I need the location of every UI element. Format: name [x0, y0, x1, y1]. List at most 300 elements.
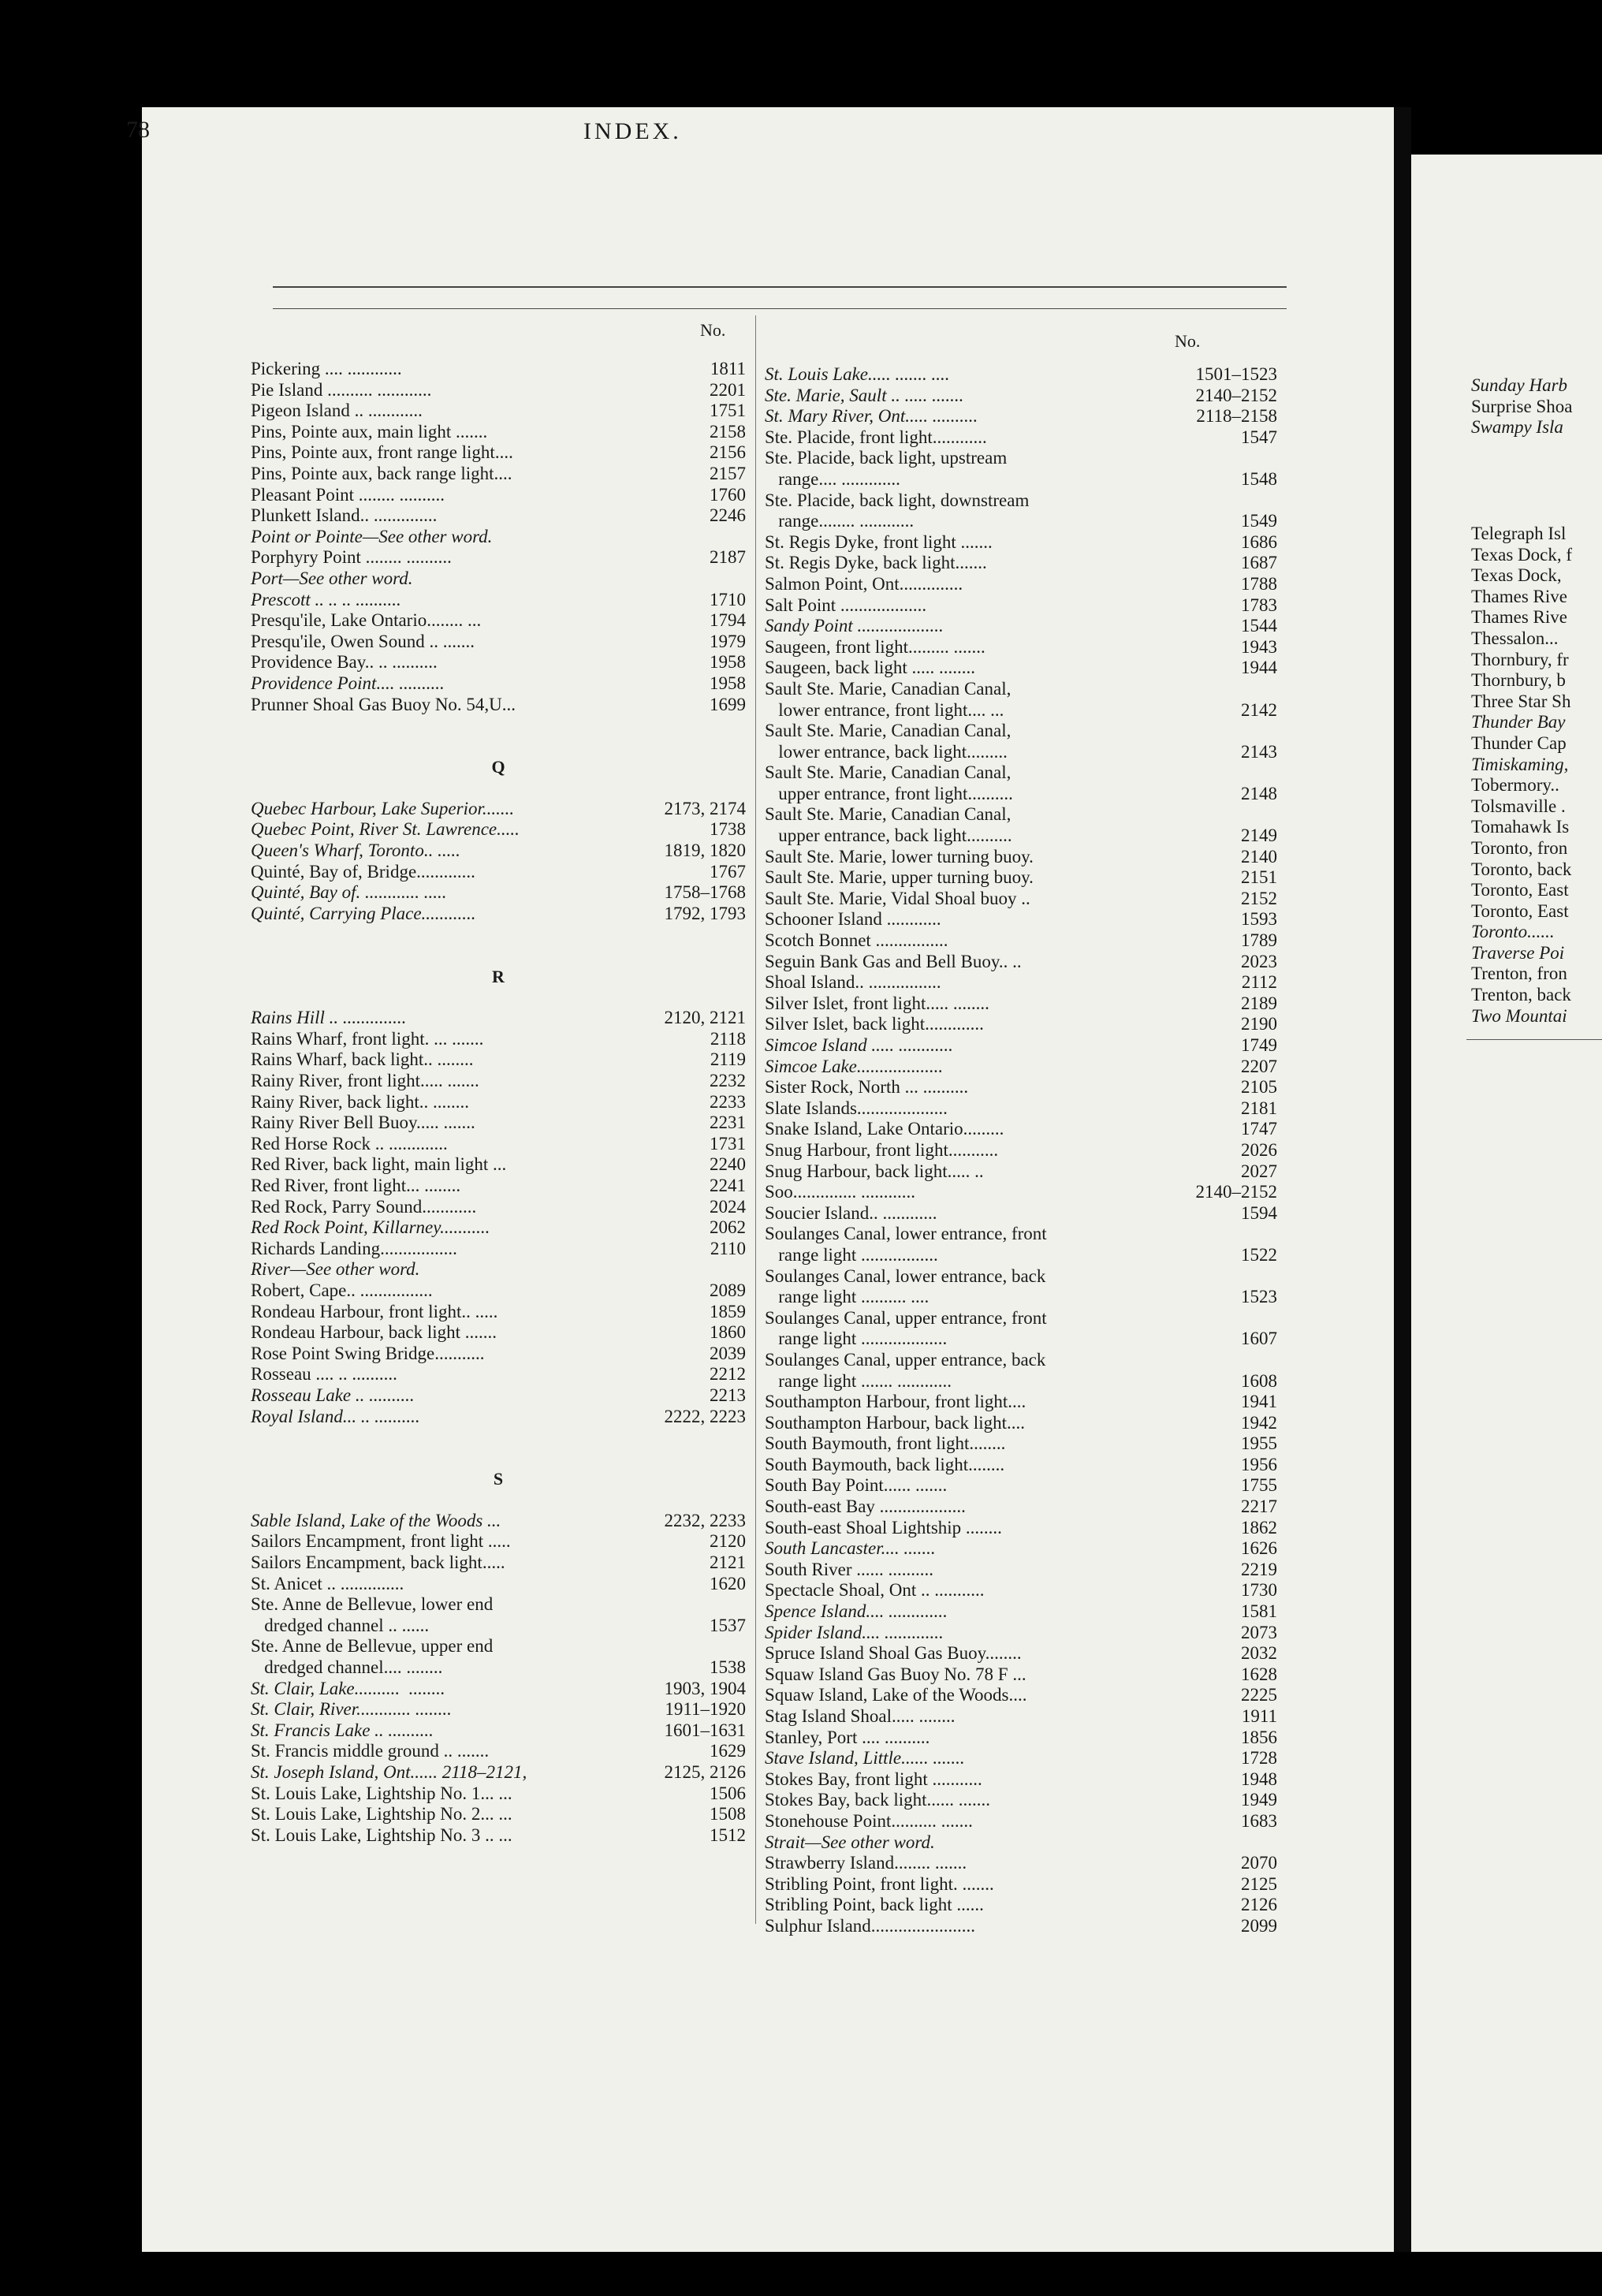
entry-name: range light .......... ....: [765, 1287, 930, 1307]
index-entry: [765, 364, 1277, 386]
index-entry: [251, 1657, 746, 1679]
index-entry: [765, 1916, 1277, 1937]
index-entry: [765, 742, 1277, 763]
entry-name: Soo.............. ............: [765, 1182, 916, 1202]
entry-name: Southampton Harbour, front light....: [765, 1392, 1026, 1412]
entry-number: 2240: [710, 1154, 746, 1175]
index-entry: [765, 386, 1277, 407]
entry-name: Scotch Bonnet ................: [765, 930, 948, 951]
entry-name: Pins, Pointe aux, front range light....: [251, 442, 513, 463]
entry-number: 1548: [1241, 468, 1277, 489]
entry-name: Quebec Harbour, Lake Superior.......: [251, 798, 515, 818]
index-entry: [765, 804, 1277, 826]
facing-page-entry: Toronto......: [1471, 922, 1555, 942]
index-entry: [251, 547, 746, 568]
index-entry: [765, 1245, 1277, 1266]
entry-name: Ste. Anne de Bellevue, lower end: [251, 1594, 494, 1615]
index-entry: [251, 1113, 746, 1134]
index-entry: [765, 1643, 1277, 1664]
index-entry: [765, 1308, 1277, 1329]
entry-number: 2232: [710, 1071, 746, 1090]
index-entry: [251, 1720, 746, 1742]
index-entry: [765, 1623, 1277, 1644]
entry-name: Silver Islet, front light..... ........: [765, 993, 989, 1013]
index-entry: [765, 1433, 1277, 1455]
facing-page-entry: Thames Rive: [1471, 607, 1567, 628]
index-entry: [251, 862, 746, 883]
index-entry: [251, 1552, 746, 1574]
index-entry: [251, 590, 746, 611]
index-entry: [251, 632, 746, 653]
entry-number: 1944: [1241, 658, 1277, 678]
index-entry: [251, 1176, 746, 1197]
facing-page-entry: Thessalon...: [1471, 628, 1559, 648]
entry-number: 1755: [1241, 1475, 1277, 1496]
index-entry: [765, 406, 1277, 427]
entry-number: 2023: [1241, 951, 1277, 971]
entry-name: Point or Pointe—See other word.: [251, 526, 493, 546]
entry-number: 2173, 2174: [664, 798, 746, 818]
facing-page-entry: Tolsmaville .: [1471, 796, 1566, 816]
entry-name: Simcoe Island ..... ............: [765, 1035, 953, 1055]
facing-page-entry: Toronto, fron: [1471, 837, 1568, 858]
facing-page-entry: Texas Dock,: [1471, 565, 1562, 586]
entry-number: 2152: [1241, 888, 1277, 908]
entry-name: Red River, front light... ........: [251, 1175, 461, 1195]
entry-name: St. Mary River, Ont..... ..........: [765, 406, 978, 427]
entry-name: South Lancaster.... .......: [765, 1538, 936, 1559]
entry-number: 1628: [1241, 1664, 1277, 1684]
entry-number: 2219: [1241, 1559, 1277, 1579]
index-entry: [765, 637, 1277, 658]
entry-name: St. Louis Lake, Lightship No. 2... ...: [251, 1804, 512, 1824]
entry-name: dredged channel .. ......: [251, 1615, 430, 1635]
index-entry: [765, 1119, 1277, 1140]
entry-name: Salmon Point, Ont..............: [765, 573, 963, 594]
entry-number: 1859: [710, 1301, 746, 1321]
entry-number: 2156: [710, 442, 746, 463]
entry-number: 1792, 1793: [664, 903, 746, 923]
index-entry: [765, 1057, 1277, 1078]
entry-number: 1760: [710, 484, 746, 505]
entry-number: 1955: [1241, 1433, 1277, 1454]
entry-number: 1749: [1241, 1035, 1277, 1055]
index-entry: [251, 904, 746, 925]
index-entry: [251, 1825, 746, 1847]
entry-name: Soulanges Canal, lower entrance, back: [765, 1265, 1046, 1286]
entry-number: 1687: [1241, 553, 1277, 573]
entry-name: St. Regis Dyke, back light.......: [765, 553, 987, 573]
entry-number: 2119: [710, 1049, 746, 1070]
entry-name: Sandy Point ...................: [765, 616, 944, 636]
index-entry: [251, 1344, 746, 1365]
entry-number: 1549: [1241, 511, 1277, 531]
entry-number: 1949: [1241, 1790, 1277, 1810]
entry-name: Ste. Marie, Sault .. ..... .......: [765, 385, 964, 405]
entry-name: Ste. Placide, back light, upstream: [765, 448, 1008, 468]
entry-name: Ste. Anne de Bellevue, upper end: [251, 1636, 494, 1657]
entry-number: 2189: [1241, 993, 1277, 1013]
index-entry: [765, 1832, 1277, 1854]
entry-number: 1794: [710, 610, 746, 631]
index-entry: [765, 1035, 1277, 1057]
index-entry: [251, 1280, 746, 1302]
entry-name: Quinté, Bay of, Bridge.............: [251, 861, 475, 882]
entry-name: Spectacle Shoal, Ont .. ...........: [765, 1580, 985, 1601]
index-entry: [765, 448, 1277, 469]
entry-name: St. Louis Lake, Lightship No. 1... ...: [251, 1783, 512, 1803]
index-entry: [765, 1350, 1277, 1371]
entry-number: 1626: [1241, 1538, 1277, 1559]
entry-name: Sault Ste. Marie, Vidal Shoal buoy ..: [765, 888, 1030, 908]
entry-name: Sault Ste. Marie, lower turning buoy.: [765, 846, 1034, 867]
index-entry: [765, 952, 1277, 973]
entry-name: Seguin Bank Gas and Bell Buoy.. ..: [765, 951, 1022, 971]
index-entry: [765, 1748, 1277, 1769]
entry-number: 2213: [710, 1385, 746, 1405]
facing-page-entry: Three Star Sh: [1471, 691, 1571, 711]
entry-number: 1911: [1241, 1706, 1277, 1726]
index-entry: [251, 1804, 746, 1825]
entry-number: 2105: [1241, 1077, 1277, 1098]
index-entry: [251, 1616, 746, 1637]
index-entry: [251, 527, 746, 548]
entry-name: Rosseau .... .. ..........: [251, 1364, 397, 1385]
index-entry: [765, 762, 1277, 784]
entry-number: 2201: [710, 379, 746, 400]
entry-number: 2232, 2233: [664, 1510, 746, 1530]
entry-number: 1683: [1241, 1810, 1277, 1831]
index-entry: [765, 721, 1277, 742]
entry-name: Pins, Pointe aux, main light .......: [251, 421, 488, 442]
section-gap: [251, 924, 746, 966]
index-entry: [251, 1302, 746, 1323]
column-divider: [755, 315, 756, 1924]
index-entry: [765, 1895, 1277, 1916]
entry-number: 1506: [710, 1783, 746, 1803]
entry-name: Southampton Harbour, back light....: [765, 1412, 1025, 1433]
entry-name: Providence Bay.. .. ..........: [251, 652, 438, 673]
entry-number: 2118: [710, 1028, 746, 1049]
entry-name: Red Rock, Parry Sound............: [251, 1196, 477, 1217]
facing-page-list: [1471, 524, 1572, 1027]
entry-number: 2233: [710, 1091, 746, 1112]
entry-number: 1941: [1241, 1392, 1277, 1412]
index-entry: [765, 826, 1277, 847]
index-entry: [251, 1699, 746, 1720]
entry-name: St. Joseph Island, Ont...... 2118–2121,: [251, 1762, 527, 1782]
section-letter: R: [492, 966, 505, 986]
left-index-column: [251, 359, 746, 1846]
entry-name: St. Clair, Lake.......... ........: [251, 1678, 445, 1698]
entry-name: Sable Island, Lake of the Woods ...: [251, 1510, 501, 1530]
facing-page-entry: Thames Rive: [1471, 586, 1567, 606]
index-entry: [251, 1322, 746, 1344]
entry-number: 2140–2152: [1195, 385, 1277, 405]
index-entry: [765, 1475, 1277, 1496]
index-entry: [765, 1538, 1277, 1560]
entry-name: Stag Island Shoal..... ........: [765, 1706, 956, 1726]
section-letter: S: [493, 1469, 504, 1489]
entry-name: Richards Landing.................: [251, 1238, 457, 1258]
entry-name: Sault Ste. Marie, Canadian Canal,: [765, 762, 1011, 783]
index-entry: [251, 1784, 746, 1805]
index-entry: [251, 464, 746, 485]
entry-name: Sailors Encampment, back light.....: [251, 1552, 505, 1573]
entry-name: Slate Islands....................: [765, 1098, 948, 1118]
index-entry: [251, 819, 746, 840]
index-entry: [251, 1679, 746, 1700]
entry-name: Schooner Island ............: [765, 909, 941, 930]
entry-number: 2027: [1241, 1161, 1277, 1181]
header-rule-top: [273, 286, 1287, 288]
facing-page-entry: Swampy Isla: [1471, 417, 1563, 438]
entry-name: Prescott .. .. .. ..........: [251, 589, 401, 609]
entry-name: Rosseau Lake .. ..........: [251, 1385, 415, 1405]
entry-number: 1601–1631: [664, 1720, 746, 1740]
index-entry: [765, 1790, 1277, 1811]
index-entry: [765, 490, 1277, 512]
entry-name: Pleasant Point ........ ..........: [251, 484, 445, 505]
entry-number: 1958: [710, 652, 746, 673]
index-entry: [251, 882, 746, 904]
entry-name: Rainy River, front light..... .......: [251, 1071, 479, 1090]
entry-number: 1738: [710, 819, 746, 840]
entry-name: Stokes Bay, back light...... .......: [765, 1790, 990, 1810]
entry-number: 1547: [1241, 427, 1277, 447]
entry-name: Salt Point ...................: [765, 594, 927, 615]
entry-number: 1607: [1241, 1329, 1277, 1349]
entry-number: 2110: [710, 1238, 746, 1258]
entry-number: 1523: [1241, 1287, 1277, 1307]
index-entry: [765, 784, 1277, 805]
entry-name: Presqu'ile, Lake Ontario........ ...: [251, 610, 482, 631]
entry-name: Pie Island .......... ............: [251, 379, 432, 400]
entry-name: St. Francis Lake .. ..........: [251, 1720, 434, 1740]
entry-name: Sailors Encampment, front light .....: [251, 1531, 511, 1552]
entry-number: 1758–1768: [664, 882, 746, 903]
entry-number: 2187: [710, 547, 746, 568]
entry-name: South Baymouth, back light........: [765, 1454, 1005, 1474]
index-entry: [765, 1077, 1277, 1098]
index-entry: [765, 595, 1277, 617]
section-gap: [251, 1489, 746, 1511]
entry-name: St. Clair, River............ ........: [251, 1699, 452, 1720]
entry-number: 2073: [1241, 1622, 1277, 1642]
entry-name: Shoal Island.. ................: [765, 972, 941, 993]
index-entry: [251, 1008, 746, 1029]
entry-name: Quinté, Carrying Place............: [251, 903, 476, 923]
entry-name: Ste. Placide, back light, downstream: [765, 490, 1030, 510]
facing-page-entry: Trenton, fron: [1471, 964, 1567, 984]
index-entry: [765, 511, 1277, 532]
entry-name: Rains Wharf, front light. ... .......: [251, 1028, 484, 1049]
entry-name: lower entrance, front light.... ...: [765, 699, 1004, 720]
entry-name: Rainy River Bell Buoy..... .......: [251, 1113, 475, 1133]
facing-page-entry: Thunder Cap: [1471, 732, 1567, 753]
index-entry: [765, 1706, 1277, 1728]
entry-number: 2032: [1241, 1643, 1277, 1664]
entry-name: South Bay Point...... .......: [765, 1475, 948, 1496]
entry-number: 1728: [1241, 1748, 1277, 1769]
entry-number: 2121: [710, 1552, 746, 1573]
entry-name: Strait—See other word.: [765, 1832, 935, 1852]
entry-number: 1731: [710, 1133, 746, 1154]
entry-name: Red Horse Rock .. .............: [251, 1133, 448, 1154]
entry-name: Providence Point.... ..........: [251, 673, 445, 693]
index-entry: [251, 652, 746, 673]
index-entry: [251, 1531, 746, 1552]
entry-number: 1512: [710, 1824, 746, 1845]
facing-page-entry: Traverse Poi: [1471, 942, 1565, 963]
facing-page-entry: Timiskaming,: [1471, 754, 1569, 774]
entry-name: Snug Harbour, back light..... ..: [765, 1161, 984, 1181]
entry-number: 2222, 2223: [664, 1406, 746, 1426]
index-entry: [765, 930, 1277, 952]
index-entry: [251, 1197, 746, 1218]
facing-page-entry: Thornbury, b: [1471, 670, 1566, 691]
entry-name: South Baymouth, front light........: [765, 1433, 1006, 1454]
index-entry: [251, 442, 746, 464]
entry-name: Simcoe Lake...................: [765, 1056, 944, 1076]
entry-number: 2217: [1241, 1496, 1277, 1517]
entry-number: 1811: [710, 359, 746, 378]
index-entry: [765, 1580, 1277, 1601]
entry-name: Rose Point Swing Bridge...........: [251, 1343, 485, 1363]
entry-name: Prunner Shoal Gas Buoy No. 54,U...: [251, 694, 516, 714]
entry-number: 1686: [1241, 531, 1277, 552]
index-entry: [765, 1685, 1277, 1706]
entry-name: range light .................: [765, 1244, 938, 1265]
entry-number: 2143: [1241, 741, 1277, 762]
section-letter: Q: [491, 757, 505, 777]
middle-column-number-label: No.: [1175, 331, 1201, 351]
index-entry: [765, 1014, 1277, 1035]
index-entry: [251, 568, 746, 590]
entry-number: 2120: [710, 1531, 746, 1552]
index-entry: [251, 401, 746, 422]
entry-number: 2148: [1241, 783, 1277, 803]
entry-name: St. Louis Lake..... ....... ....: [765, 364, 950, 384]
index-entry: [765, 889, 1277, 910]
index-entry: [251, 422, 746, 443]
entry-number: 1979: [710, 631, 746, 651]
entry-number: 2140–2152: [1195, 1182, 1277, 1202]
index-entry: [765, 867, 1277, 889]
entry-number: 2241: [710, 1175, 746, 1195]
entry-number: 1581: [1241, 1601, 1277, 1622]
index-entry: [251, 1029, 746, 1050]
entry-name: South River ...... ..........: [765, 1559, 934, 1579]
entry-name: range.... .............: [765, 468, 900, 489]
entry-number: 1856: [1241, 1727, 1277, 1747]
entry-name: Squaw Island Gas Buoy No. 78 F ...: [765, 1664, 1026, 1684]
entry-number: 1710: [710, 589, 746, 609]
index-entry: [765, 700, 1277, 721]
entry-number: 2112: [1241, 972, 1277, 993]
entry-number: 2158: [710, 421, 746, 442]
facing-page-rule: [1466, 1039, 1602, 1040]
index-entry: [765, 1496, 1277, 1518]
entry-number: 2225: [1241, 1685, 1277, 1705]
entry-number: 2231: [710, 1113, 746, 1133]
index-entry: [765, 993, 1277, 1015]
entry-number: 2039: [710, 1343, 746, 1363]
index-entry: [765, 1329, 1277, 1350]
entry-name: upper entrance, back light..........: [765, 826, 1012, 846]
index-entry: [765, 1224, 1277, 1245]
facing-page-entry: Surprise Shoa: [1471, 396, 1573, 416]
facing-page-entry: Two Mountai: [1471, 1005, 1567, 1026]
index-entry: [765, 574, 1277, 595]
entry-number: 2126: [1241, 1895, 1277, 1915]
entry-name: Rondeau Harbour, front light.. .....: [251, 1301, 498, 1321]
entry-name: Soulanges Canal, upper entrance, front: [765, 1307, 1047, 1328]
entry-name: Sault Ste. Marie, Canadian Canal,: [765, 804, 1011, 825]
entry-name: Stave Island, Little...... .......: [765, 1748, 965, 1769]
index-entry: [251, 1364, 746, 1385]
entry-number: 1629: [710, 1741, 746, 1761]
entry-name: Sulphur Island.......................: [765, 1915, 976, 1936]
entry-number: 2125: [1241, 1873, 1277, 1894]
index-entry: [765, 1853, 1277, 1874]
entry-number: 1730: [1241, 1580, 1277, 1601]
facing-page-entry: Toronto, East: [1471, 900, 1569, 921]
entry-name: Pins, Pointe aux, back range light....: [251, 463, 512, 483]
entry-number: 1788: [1241, 573, 1277, 594]
index-entry: [765, 972, 1277, 993]
page-title: INDEX.: [583, 118, 682, 144]
index-entry: [251, 1071, 746, 1092]
index-entry: [765, 1518, 1277, 1539]
index-entry: [251, 1385, 746, 1407]
index-entry: [765, 1266, 1277, 1288]
index-entry: [251, 695, 746, 716]
entry-name: range light ....... ............: [765, 1370, 952, 1391]
entry-number: 1903, 1904: [664, 1678, 746, 1698]
index-entry: [251, 1154, 746, 1176]
entry-name: Saugeen, back light ..... ........: [765, 658, 976, 678]
entry-number: 1819, 1820: [664, 840, 746, 861]
entry-name: dredged channel.... ........: [251, 1657, 443, 1678]
entry-name: upper entrance, front light..........: [765, 783, 1013, 803]
entry-number: 1958: [710, 673, 746, 693]
entry-number: 1942: [1241, 1412, 1277, 1433]
index-entry: [251, 485, 746, 506]
entry-name: Stribling Point, back light ......: [765, 1895, 984, 1915]
index-entry: [765, 1161, 1277, 1183]
entry-name: South-east Shoal Lightship ........: [765, 1517, 1002, 1538]
facing-page-entry: Sunday Harb: [1471, 375, 1568, 395]
index-entry: [251, 673, 746, 695]
entry-name: Spence Island.... .............: [765, 1601, 948, 1622]
entry-name: Stribling Point, front light. .......: [765, 1873, 994, 1894]
entry-number: 2212: [710, 1364, 746, 1385]
index-entry: [765, 1392, 1277, 1413]
entry-number: 1538: [710, 1657, 746, 1678]
facing-page-entry: Toronto, East: [1471, 880, 1569, 900]
entry-name: Saugeen, front light......... .......: [765, 636, 985, 657]
entry-name: Soulanges Canal, lower entrance, front: [765, 1224, 1047, 1244]
index-entry: [251, 840, 746, 862]
index-entry: [765, 679, 1277, 700]
entry-number: 1783: [1241, 594, 1277, 615]
entry-name: Quebec Point, River St. Lawrence.....: [251, 819, 520, 840]
index-entry: [251, 1511, 746, 1532]
entry-number: 1948: [1241, 1769, 1277, 1789]
entry-number: 1943: [1241, 636, 1277, 657]
facing-page-entry: Toronto, back: [1471, 859, 1572, 879]
